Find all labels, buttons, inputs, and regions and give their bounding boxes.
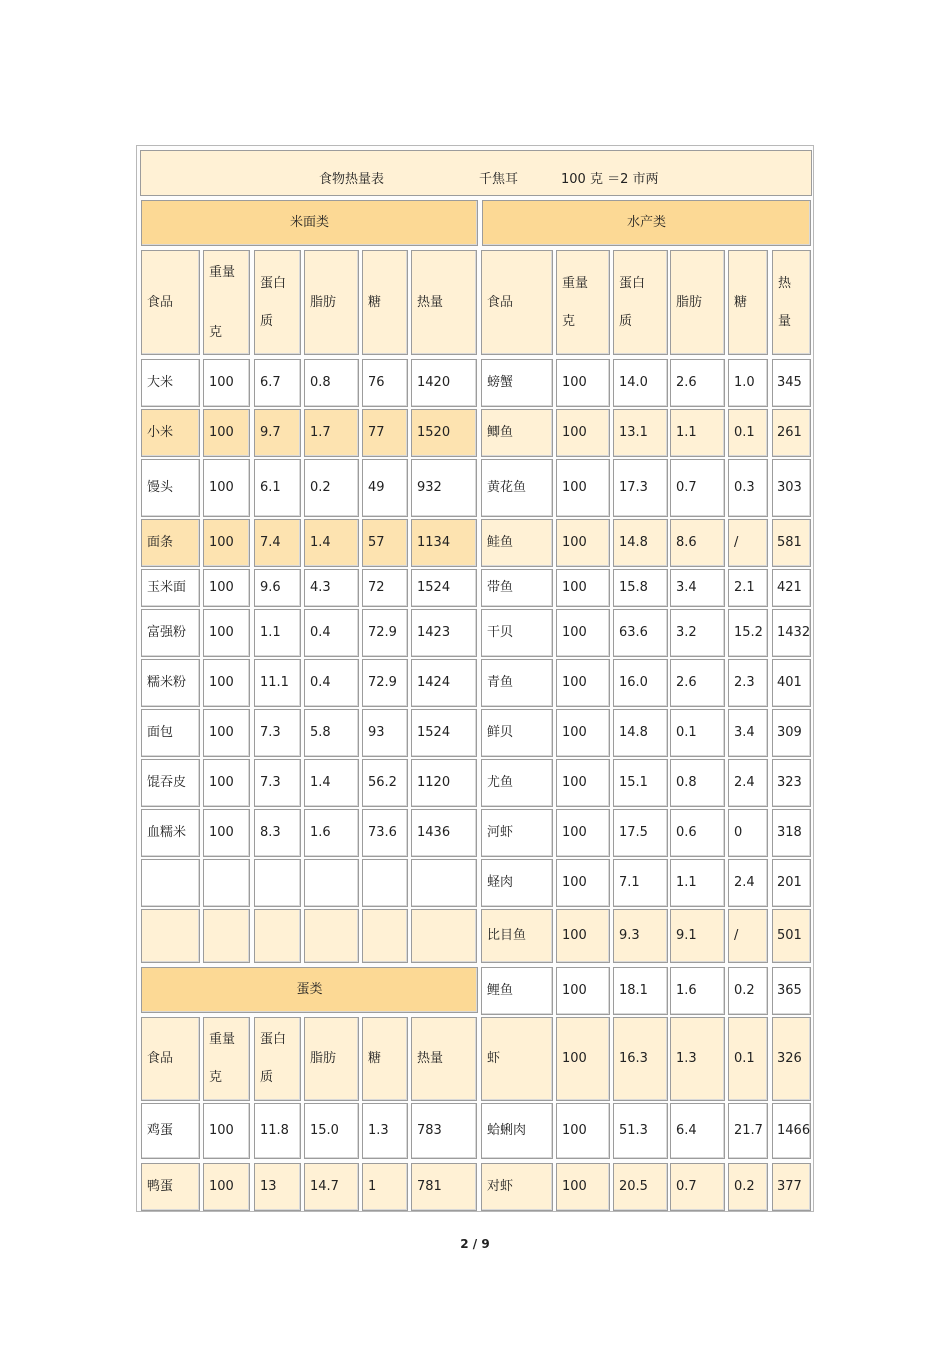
rice-value-cell: 100 [203,569,250,607]
seafood-value-cell: 2.6 [670,359,725,407]
rice-value-cell: 100 [203,409,250,457]
rice-value-cell: 56.2 [362,759,408,807]
seafood-value-cell: 2.6 [670,659,725,707]
seafood-header-sugar: 糖 [728,250,768,355]
rice-food-cell: 小米 [141,409,200,457]
food-calorie-table [136,145,814,1212]
seafood-value-cell: 1.3 [670,1017,725,1101]
rice-food-cell [141,909,200,963]
rice-food-cell: 面包 [141,709,200,757]
seafood-value-cell: 100 [556,759,610,807]
rice-value-cell: 1134 [411,519,477,567]
seafood-value-cell: 401 [772,659,811,707]
rice-value-cell: 7.3 [254,709,301,757]
rice-value-cell [254,859,301,907]
seafood-value-cell: 345 [772,359,811,407]
seafood-value-cell: 14.8 [613,709,668,757]
rice-food-cell: 富强粉 [141,609,200,657]
seafood-value-cell: 20.5 [613,1163,668,1211]
rice-value-cell [362,909,408,963]
seafood-value-cell: 377 [772,1163,811,1211]
seafood-food-cell: 干贝 [481,609,553,657]
seafood-value-cell: 0 [728,809,768,857]
rice-value-cell: 6.7 [254,359,301,407]
seafood-value-cell: 18.1 [613,967,668,1015]
seafood-value-cell: 14.0 [613,359,668,407]
seafood-value-cell: 2.3 [728,659,768,707]
seafood-value-cell: 100 [556,967,610,1015]
rice-header-protein: 蛋白质 [254,250,301,355]
egg-value-cell: 783 [411,1103,477,1159]
rice-food-cell: 糯米粉 [141,659,200,707]
egg-header-protein: 蛋白质 [254,1017,301,1101]
seafood-header-weight: 重量克 [556,250,610,355]
rice-value-cell: 77 [362,409,408,457]
rice-value-cell [362,859,408,907]
rice-food-cell: 面条 [141,519,200,567]
seafood-value-cell: 15.2 [728,609,768,657]
rice-value-cell: 100 [203,459,250,517]
rice-food-cell: 馄吞皮 [141,759,200,807]
page-number: 2 / 9 [460,1237,490,1251]
seafood-food-cell: 鲫鱼 [481,409,553,457]
rice-value-cell [254,909,301,963]
seafood-food-cell: 鲤鱼 [481,967,553,1015]
egg-value-cell: 1 [362,1163,408,1211]
seafood-value-cell: 100 [556,519,610,567]
rice-value-cell: 1420 [411,359,477,407]
rice-header-heat: 热量 [411,250,477,355]
seafood-value-cell: 16.3 [613,1017,668,1101]
seafood-value-cell: 0.7 [670,1163,725,1211]
rice-food-cell: 玉米面 [141,569,200,607]
seafood-food-cell: 蛤蜊肉 [481,1103,553,1159]
seafood-value-cell: 6.4 [670,1103,725,1159]
seafood-value-cell: 303 [772,459,811,517]
table-title-row [140,150,812,196]
seafood-value-cell: 100 [556,409,610,457]
egg-food-cell: 鸭蛋 [141,1163,200,1211]
rice-value-cell: 1524 [411,569,477,607]
rice-food-cell: 馒头 [141,459,200,517]
rice-value-cell: 1520 [411,409,477,457]
seafood-value-cell: 7.1 [613,859,668,907]
seafood-value-cell: 3.4 [670,569,725,607]
rice-value-cell: 72 [362,569,408,607]
section-header-egg: 蛋类 [141,967,478,1013]
rice-value-cell: 100 [203,519,250,567]
seafood-food-cell: 螃蟹 [481,359,553,407]
rice-value-cell: 1436 [411,809,477,857]
seafood-value-cell: 21.7 [728,1103,768,1159]
seafood-food-cell: 鲜贝 [481,709,553,757]
seafood-value-cell: / [728,909,768,963]
rice-value-cell: 76 [362,359,408,407]
seafood-food-cell: 虾 [481,1017,553,1101]
seafood-value-cell: 365 [772,967,811,1015]
egg-value-cell: 11.8 [254,1103,301,1159]
seafood-value-cell: 14.8 [613,519,668,567]
egg-food-cell: 鸡蛋 [141,1103,200,1159]
seafood-value-cell: 0.8 [670,759,725,807]
rice-value-cell: 1424 [411,659,477,707]
rice-value-cell [203,909,250,963]
rice-value-cell: 5.8 [304,709,359,757]
seafood-food-cell: 黄花鱼 [481,459,553,517]
rice-value-cell [304,909,359,963]
rice-value-cell: 1423 [411,609,477,657]
rice-value-cell: 9.6 [254,569,301,607]
seafood-food-cell: 河虾 [481,809,553,857]
rice-value-cell: 0.4 [304,609,359,657]
seafood-value-cell: 581 [772,519,811,567]
rice-value-cell: 93 [362,709,408,757]
rice-food-cell: 血糯米 [141,809,200,857]
egg-value-cell: 781 [411,1163,477,1211]
rice-value-cell: 72.9 [362,659,408,707]
rice-value-cell: 100 [203,759,250,807]
seafood-value-cell: 100 [556,569,610,607]
seafood-value-cell: 201 [772,859,811,907]
rice-value-cell: 1.4 [304,519,359,567]
seafood-value-cell: 15.1 [613,759,668,807]
seafood-value-cell: 2.4 [728,859,768,907]
seafood-value-cell: 1466 [772,1103,811,1159]
seafood-value-cell: 0.7 [670,459,725,517]
seafood-value-cell: 13.1 [613,409,668,457]
rice-value-cell: 0.8 [304,359,359,407]
egg-value-cell: 15.0 [304,1103,359,1159]
seafood-value-cell: 2.4 [728,759,768,807]
egg-header-food: 食品 [141,1017,200,1101]
seafood-value-cell: 15.8 [613,569,668,607]
seafood-value-cell: 100 [556,909,610,963]
seafood-value-cell: 318 [772,809,811,857]
rice-header-fat: 脂肪 [304,250,359,355]
seafood-value-cell: 0.1 [670,709,725,757]
seafood-value-cell: 17.5 [613,809,668,857]
seafood-food-cell: 鲑鱼 [481,519,553,567]
seafood-food-cell: 对虾 [481,1163,553,1211]
rice-value-cell [304,859,359,907]
seafood-value-cell: 501 [772,909,811,963]
seafood-value-cell: 100 [556,1163,610,1211]
seafood-value-cell: 63.6 [613,609,668,657]
egg-header-sugar: 糖 [362,1017,408,1101]
rice-value-cell: 1524 [411,709,477,757]
seafood-value-cell: 100 [556,459,610,517]
seafood-value-cell: 0.1 [728,1017,768,1101]
rice-value-cell: 1120 [411,759,477,807]
rice-value-cell [203,859,250,907]
egg-value-cell: 100 [203,1103,250,1159]
rice-value-cell: 7.4 [254,519,301,567]
egg-header-heat: 热量 [411,1017,477,1101]
seafood-value-cell: 3.4 [728,709,768,757]
rice-value-cell: 100 [203,809,250,857]
rice-value-cell: 1.4 [304,759,359,807]
rice-value-cell: 100 [203,609,250,657]
seafood-value-cell: 309 [772,709,811,757]
section-header-seafood: 水产类 [482,200,811,246]
seafood-value-cell: 326 [772,1017,811,1101]
seafood-value-cell: 1.1 [670,859,725,907]
unit-label: 千焦耳 [479,172,519,187]
seafood-value-cell: 100 [556,359,610,407]
seafood-value-cell: 100 [556,709,610,757]
egg-value-cell: 14.7 [304,1163,359,1211]
seafood-value-cell: 261 [772,409,811,457]
rice-value-cell: 7.3 [254,759,301,807]
seafood-value-cell: 17.3 [613,459,668,517]
seafood-value-cell: 0.3 [728,459,768,517]
rice-header-food: 食品 [141,250,200,355]
rice-header-weight: 重量克 [203,250,250,355]
seafood-value-cell: 9.3 [613,909,668,963]
rice-value-cell: 6.1 [254,459,301,517]
section-header-rice: 米面类 [141,200,478,246]
egg-value-cell: 100 [203,1163,250,1211]
seafood-value-cell: 421 [772,569,811,607]
seafood-value-cell: 100 [556,1017,610,1101]
seafood-value-cell: 100 [556,1103,610,1159]
seafood-value-cell: 16.0 [613,659,668,707]
seafood-header-fat: 脂肪 [670,250,725,355]
seafood-value-cell: 100 [556,859,610,907]
seafood-food-cell: 青鱼 [481,659,553,707]
seafood-value-cell: 1.6 [670,967,725,1015]
rice-value-cell: 100 [203,359,250,407]
rice-value-cell: 100 [203,659,250,707]
rice-value-cell [411,859,477,907]
seafood-value-cell: 100 [556,609,610,657]
seafood-food-cell: 比目鱼 [481,909,553,963]
rice-food-cell [141,859,200,907]
conversion-note: 100 克 ＝2 市两 [561,172,659,187]
seafood-value-cell: 1.1 [670,409,725,457]
seafood-header-heat: 热量 [772,250,811,355]
egg-header-fat: 脂肪 [304,1017,359,1101]
rice-value-cell: 0.4 [304,659,359,707]
seafood-header-food: 食品 [481,250,553,355]
seafood-value-cell: 0.2 [728,1163,768,1211]
rice-value-cell: 49 [362,459,408,517]
rice-value-cell: 72.9 [362,609,408,657]
seafood-value-cell: 8.6 [670,519,725,567]
seafood-value-cell: 2.1 [728,569,768,607]
rice-value-cell: 57 [362,519,408,567]
seafood-food-cell: 带鱼 [481,569,553,607]
seafood-value-cell: 0.1 [728,409,768,457]
rice-value-cell: 0.2 [304,459,359,517]
rice-value-cell: 1.6 [304,809,359,857]
seafood-food-cell: 蛏肉 [481,859,553,907]
table-title: 食物热量表 [319,172,385,187]
rice-value-cell: 100 [203,709,250,757]
seafood-value-cell: / [728,519,768,567]
rice-food-cell: 大米 [141,359,200,407]
seafood-value-cell: 9.1 [670,909,725,963]
rice-value-cell: 73.6 [362,809,408,857]
rice-value-cell: 4.3 [304,569,359,607]
seafood-value-cell: 323 [772,759,811,807]
seafood-food-cell: 尤鱼 [481,759,553,807]
rice-value-cell: 1.1 [254,609,301,657]
seafood-value-cell: 100 [556,659,610,707]
egg-header-weight: 重量克 [203,1017,250,1101]
rice-header-sugar: 糖 [362,250,408,355]
rice-value-cell: 11.1 [254,659,301,707]
egg-value-cell: 1.3 [362,1103,408,1159]
egg-value-cell: 13 [254,1163,301,1211]
seafood-header-protein: 蛋白质 [613,250,668,355]
rice-value-cell: 932 [411,459,477,517]
seafood-value-cell: 1.0 [728,359,768,407]
seafood-value-cell: 100 [556,809,610,857]
seafood-value-cell: 3.2 [670,609,725,657]
seafood-value-cell: 51.3 [613,1103,668,1159]
rice-value-cell: 1.7 [304,409,359,457]
seafood-value-cell: 0.6 [670,809,725,857]
seafood-value-cell: 1432 [772,609,811,657]
rice-value-cell: 9.7 [254,409,301,457]
rice-value-cell [411,909,477,963]
rice-value-cell: 8.3 [254,809,301,857]
seafood-value-cell: 0.2 [728,967,768,1015]
